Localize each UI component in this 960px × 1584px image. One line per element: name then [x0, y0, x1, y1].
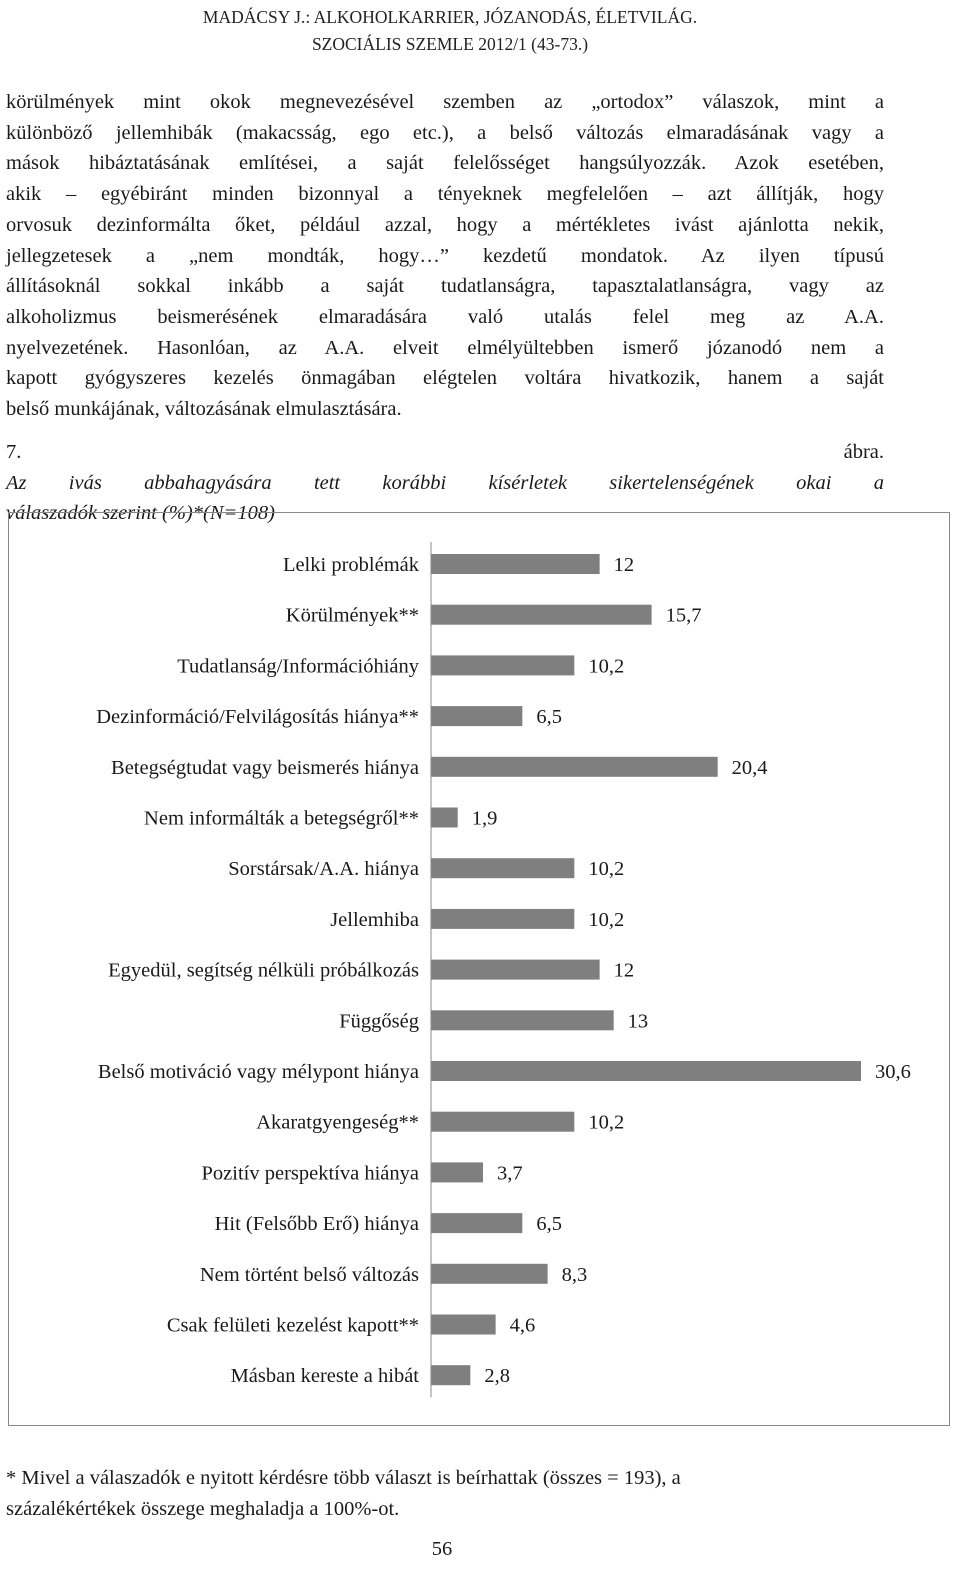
category-label: Lelki problémák [282, 554, 419, 576]
page-number: 56 [431, 1538, 453, 1560]
category-label: Pozitív perspektíva hiánya [201, 1162, 419, 1185]
bar [431, 1162, 483, 1182]
footnote-line-1: * Mivel a válaszadók e nyitott kérdésre több választ is beírhattak (összes = 193), a [6, 1467, 681, 1489]
footnote-line-2: százalékértékek összege meghaladja a 100%-ot. [6, 1497, 400, 1520]
value-label: 6,5 [536, 706, 562, 729]
category-label: Sorstársak/A.A. hiánya [228, 858, 419, 881]
category-label: Belső motiváció vagy mélypont hiánya [97, 1061, 419, 1083]
value-label: 13 [627, 1010, 649, 1033]
value-label: 8,3 [561, 1263, 588, 1286]
footnote [6, 1463, 906, 1524]
paragraph-line: különböző jellemhibák (makacsság, ego etc.), a belső változás elmaradásának vagy a [6, 121, 884, 144]
bar-chart-frame [8, 512, 950, 1426]
paragraph-line: jellegzetesek a „nem mondták, hogy…” kezdetű mondatok. Az ilyen típusú [6, 244, 884, 267]
category-label: Nem történt belső változás [199, 1263, 419, 1286]
paragraph-line: akik – egyébiránt minden bizonnyal a tényeknek megfelelően – azt állítják, hogy [6, 183, 884, 206]
bar [431, 1213, 522, 1233]
value-label: 4,6 [509, 1314, 536, 1337]
value-label: 20,4 [731, 756, 768, 779]
paragraph-line: körülmények mint okok megnevezésével szemben az „ortodox” válaszok, mint a [6, 91, 884, 113]
value-label: 12 [613, 959, 635, 982]
value-label: 1,9 [471, 807, 498, 830]
bar [431, 960, 600, 980]
category-label: Jellemhiba [330, 908, 419, 931]
bar [431, 554, 600, 574]
header-line-2: SZOCIÁLIS SZEMLE 2012/1 (43-73.) [311, 34, 589, 54]
category-label: Nem informálták a betegségről** [144, 807, 419, 830]
value-label: 6,5 [536, 1213, 562, 1236]
category-label: Függőség [339, 1010, 419, 1033]
paragraph-line: állításoknál sokkal inkább a saját tudatlanságra, tapasztalatlanságra, vagy az [6, 275, 884, 298]
paragraph-line: orvosuk dezinformálta őket, például azzal, hogy a mértékletes ivást ajánlotta nekik, [6, 213, 884, 236]
value-label: 30,6 [875, 1061, 911, 1083]
running-header [0, 4, 900, 58]
value-label: 10,2 [588, 1111, 625, 1134]
paragraph-line: mások hibáztatásának említései, a saját felelősséget hangsúlyozzák. Azok esetében, [6, 152, 884, 175]
value-label: 12 [613, 554, 635, 576]
value-label: 2,8 [484, 1365, 510, 1388]
bar [431, 706, 522, 726]
value-label: 10,2 [588, 655, 625, 678]
bar [431, 1112, 574, 1132]
category-label: Körülmények** [285, 604, 419, 627]
value-label: 10,2 [588, 908, 625, 931]
paragraph-line: kapott gyógyszeres kezelés önmagában elégtelen voltára hivatkozik, hanem a saját [6, 367, 884, 390]
figure-title-2: válaszadók szerint (%)*(N=108) [6, 502, 275, 525]
paragraph-line: alkoholizmus beismerésének elmaradására való utalás felel meg az A.A. [6, 305, 884, 328]
bar [431, 1264, 548, 1284]
category-label: Tudatlanság/Információhiány [177, 655, 419, 678]
bar [431, 1365, 470, 1385]
category-label: Akaratgyengeség** [256, 1111, 419, 1134]
category-label: Csak felületi kezelést kapott** [166, 1314, 419, 1337]
category-label: Betegségtudat vagy beismerés hiánya [111, 756, 419, 779]
figure-number: 7. ábra. [6, 441, 884, 463]
value-label: 10,2 [588, 858, 625, 881]
paragraph-line: nyelvezetének. Hasonlóan, az A.A. elveit elmélyültebben ismerő józanodó nem a [6, 336, 884, 359]
body-paragraph [6, 87, 884, 425]
caption-line-1 [6, 437, 884, 498]
bar [431, 858, 574, 878]
bar-chart [9, 513, 949, 1425]
bar [431, 1061, 861, 1081]
header-line-1: MADÁCSY J.: ALKOHOLKARRIER, JÓZANODÁS, ÉLETVILÁG. [202, 7, 698, 27]
category-label: Másban kereste a hibát [230, 1365, 419, 1388]
bar [431, 808, 458, 828]
figure-title-1: Az ivás abbahagyására tett korábbi kísérletek sikertelenségének okai a [6, 471, 884, 494]
paragraph-line: belső munkájának, változásának elmulasztására. [6, 398, 402, 421]
bar [431, 605, 652, 625]
category-label: Egyedül, segítség nélküli próbálkozás [108, 959, 419, 982]
bar [431, 757, 718, 777]
value-label: 3,7 [496, 1162, 523, 1185]
bar [431, 1010, 614, 1030]
bar [431, 909, 574, 929]
bar [431, 655, 574, 675]
category-label: Hit (Felsőbb Erő) hiánya [214, 1213, 419, 1236]
bar [431, 1315, 496, 1335]
category-label: Dezinformáció/Felvilágosítás hiánya** [96, 706, 419, 729]
value-label: 15,7 [665, 604, 702, 627]
